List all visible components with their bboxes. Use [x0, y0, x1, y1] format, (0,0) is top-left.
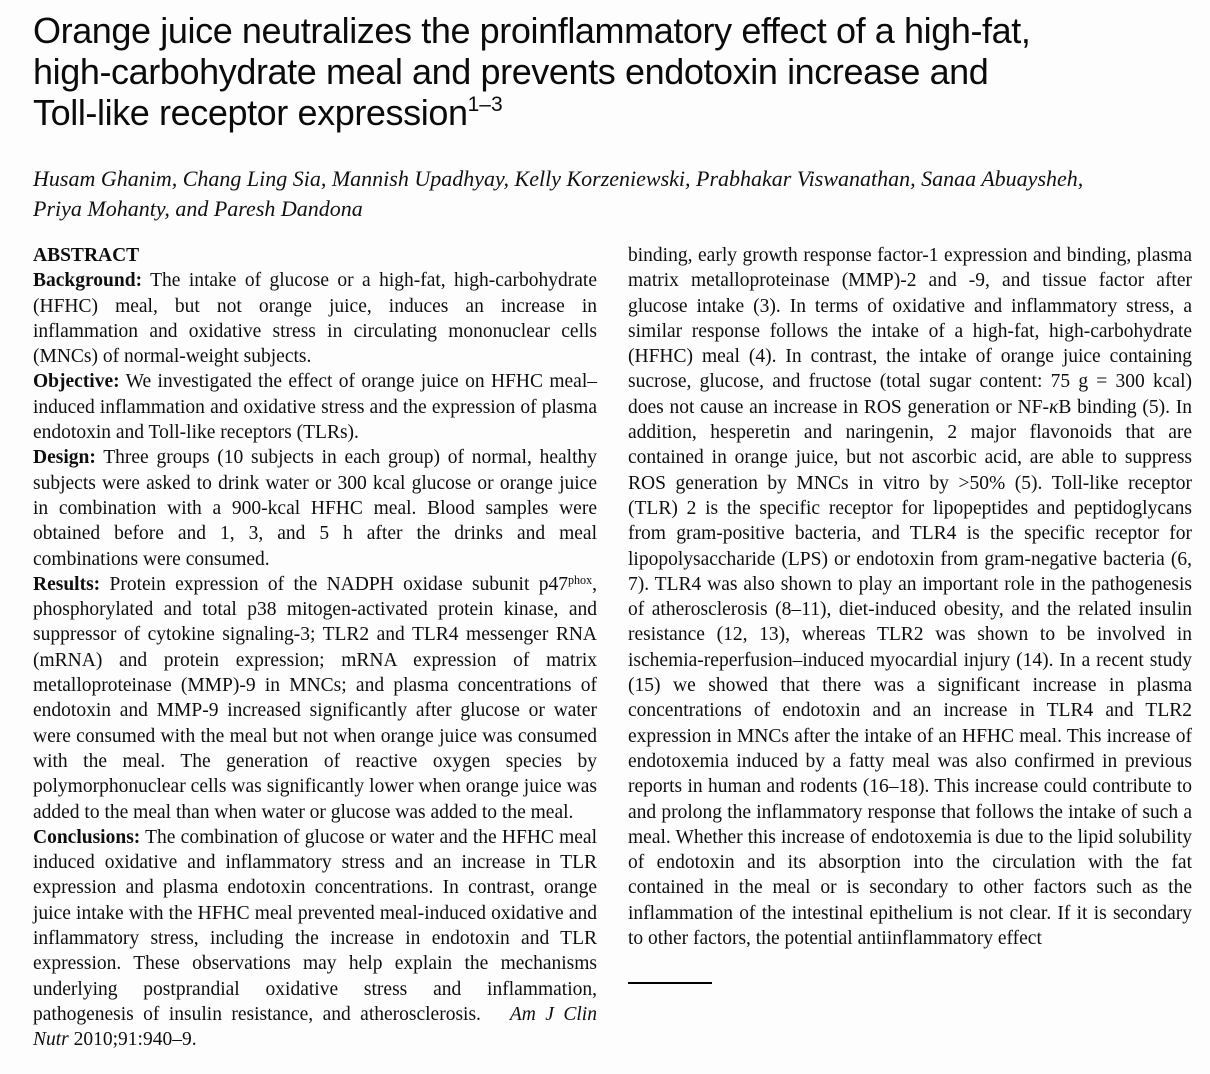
abstract-heading: ABSTRACT: [33, 245, 140, 266]
section-label-objective: Objective:: [33, 371, 120, 393]
section-label-conclusions: Conclusions:: [33, 826, 141, 848]
title-line-3-text: Toll-like receptor expression: [33, 92, 468, 133]
title-footnote-superscript: 1–3: [467, 93, 503, 116]
title-line-1: Orange juice neutralizes the proinflammatory effect of a high-fat,: [33, 10, 1031, 51]
section-text-conclusions: The combination of glucose or water and the HFHC meal induced oxidative and inflammatory stress and an increase in TLR expression and plasma endotoxin concentrations. In contrast, orange juice intake with the HFHC meal prevented meal-induced oxidative and inflammatory stress, including the increase in endotoxin and TLR expression. These observations may help explain the mechanisms underlying postprandial oxidative stress and inflammation, pathogenesis of insulin resistance, and atherosclerosis. Am J Clin Nutr 2010;91:940–9.: [33, 826, 597, 1051]
abstract-section-background: [33, 268, 597, 369]
section-label-results: Results:: [33, 573, 101, 595]
section-label-design: Design:: [33, 447, 96, 469]
abstract-column: [33, 243, 597, 1053]
abstract-section-objective: [33, 369, 597, 445]
abstract-section-conclusions: [33, 825, 597, 1053]
title-line-3: [33, 92, 1193, 133]
footnote-rule: [628, 982, 712, 984]
section-text-objective: We investigated the effect of orange juice on HFHC meal–induced inflammation and oxidative stress and the expression of plasma endotoxin and Toll-like receptors (TLRs).: [33, 371, 597, 444]
introduction-paragraph: binding, early growth response factor-1 expression and binding, plasma matrix metalloproteinase (MMP)-2 and -9, and tissue factor after glucose intake (3). In terms of oxidative and inflammatory stress, a similar response follows the intake of a high-fat, high-carbohydrate (HFHC) meal (4). In contrast, the intake of orange juice containing sucrose, glucose, and fructose (total sugar content: 75 g = 300 kcal) does not cause an increase in ROS generation or NF-κB binding (5). In addition, hesperetin and naringenin, 2 major flavonoids that are contained in orange juice, but not ascorbic acid, are able to suppress ROS generation by MNCs in vitro by >50% (5). Toll-like receptor (TLR) 2 is the specific receptor for lipopeptides and peptidoglycans from gram-positive bacteria, and TLR4 is the specific receptor for lipopolysaccharide (LPS) or endotoxin from gram-negative bacteria (6, 7). TLR4 was also shown to play an important role in the pathogenesis of atherosclerosis (8–11), diet-induced obesity, and the related insulin resistance (12, 13), whereas TLR2 was shown to be involved in ischemia-reperfusion–induced myocardial injury (14). In a recent study (15) we showed that there was a significant increase in plasma concentrations of endotoxin and an increase in TLR4 and TLR2 expression in MNCs after the intake of an HFHC meal. This increase of endotoxemia induced by a fatty meal was also confirmed in previous reports in human and rodents (16–18). This increase could contribute to and prolong the inflammatory response that follows the intake of such a meal. Whether this increase of endotoxemia is due to the lipid solubility of endotoxin and its absorption into the circulation with the fat contained in the meal or is secondary to other factors such as the inflammation of the intestinal epithelium is not clear. If it is secondary to other factors, the potential antiinflammatory effect: [628, 245, 1192, 950]
abstract-section-results: [33, 572, 597, 825]
section-text-background: The intake of glucose or a high-fat, high-carbohydrate (HFHC) meal, but not orange juice, induces an increase in inflammation and oxidative stress in circulating mononuclear cells (MNCs) of normal-weight subjects.: [33, 270, 597, 368]
title-line-2: high-carbohydrate meal and prevents endotoxin increase and: [33, 51, 989, 92]
section-text-design: Three groups (10 subjects in each group) of normal, healthy subjects were asked to drink water or 300 kcal glucose or orange juice in combination with a 900-kcal HFHC meal. Blood samples were obtained before and 1, 3, and 5 h after the drinks and meal combinations were consumed.: [33, 447, 597, 570]
two-column-body: [33, 243, 1193, 1053]
article-title: [33, 10, 1193, 133]
author-line-2: Priya Mohanty, and Paresh Dandona: [33, 196, 363, 221]
section-label-background: Background:: [33, 270, 143, 292]
introduction-column: [628, 243, 1192, 1053]
author-line-1: Husam Ghanim, Chang Ling Sia, Mannish Upadhyay, Kelly Korzeniewski, Prabhakar Viswanathan, Sanaa Abuaysheh,: [33, 166, 1084, 191]
section-text-results: Protein expression of the NADPH oxidase subunit $p47^{phox}$, phosphorylated and total p38 mitogen-activated protein kinase, and suppressor of cytokine signaling-3; TLR2 and TLR4 messenger RNA (mRNA) and protein expression; mRNA expression of matrix metalloproteinase (MMP)-9 in MNCs; and plasma concentrations of endotoxin and MMP-9 increased significantly after glucose or water were consumed with the meal but not when orange juice was consumed with the meal. The generation of reactive oxygen species by polymorphonuclear cells was significantly lower when orange juice was added to the meal than when water or glucose was added to the meal.: [33, 572, 597, 823]
author-list: [33, 164, 1193, 224]
abstract-section-design: [33, 445, 597, 571]
